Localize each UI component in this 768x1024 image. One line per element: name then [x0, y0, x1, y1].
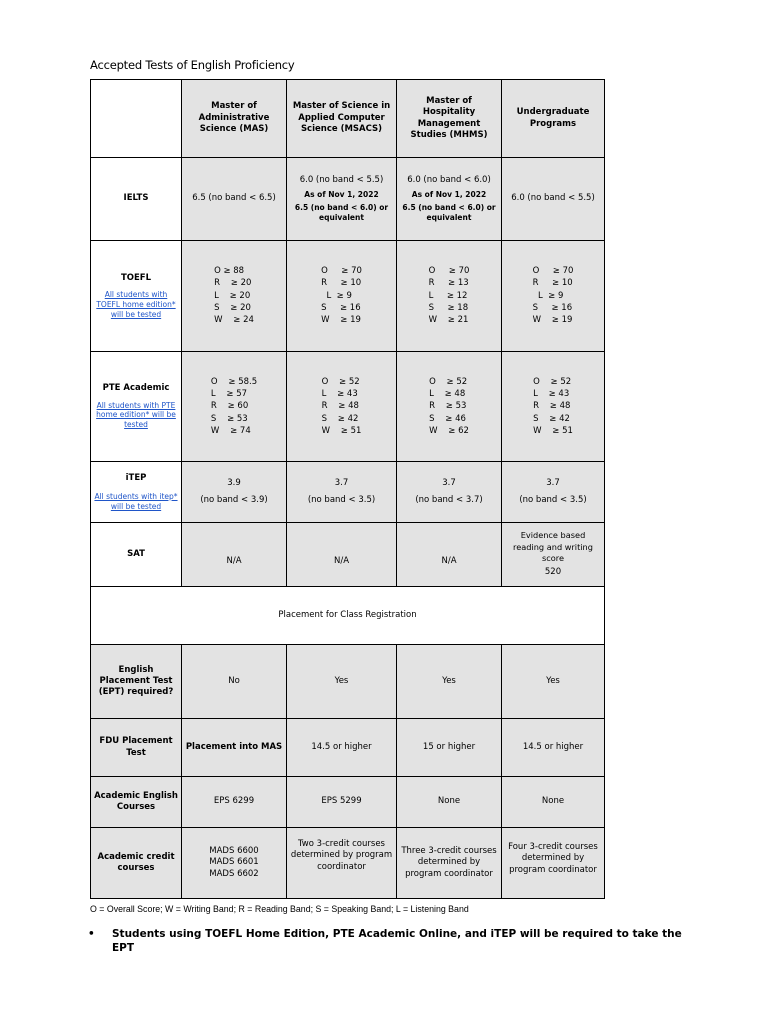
ielts-mhms-date: As of Nov 1, 2022 [411, 189, 487, 199]
pte-undergraduate [502, 352, 605, 462]
ept-mhms: Yes [397, 645, 502, 719]
pte-label-cell [91, 352, 182, 462]
ielts-msacs-date: As of Nov 1, 2022 [304, 189, 379, 199]
placement-heading-row [91, 587, 605, 645]
english-courses-mhms: None [397, 777, 502, 828]
itep-mas [182, 462, 287, 523]
score-line: L ≥ 12 [428, 290, 468, 301]
score-line: W ≥ 51 [533, 425, 573, 436]
sat-score: 520 [544, 567, 562, 578]
score-line: L ≥ 57 [210, 388, 248, 399]
toefl-home-edition-link[interactable]: All students with TOEFL home edition* will be tested [96, 290, 176, 319]
pte-label: PTE Academic [102, 383, 170, 394]
english-courses-label: Academic English Courses [91, 777, 182, 828]
score-line: O ≥ 52 [321, 376, 360, 387]
score-line: L ≥ 20 [214, 290, 251, 301]
score-line: W ≥ 24 [214, 315, 254, 326]
pte-home-edition-link[interactable]: All students with PTE home edition* will be tested [96, 400, 176, 430]
pte-mas [182, 352, 287, 462]
ielts-mas: 6.5 (no band < 6.5) [182, 158, 287, 241]
itep-score: 3.7 [546, 478, 560, 489]
itep-score: 3.7 [442, 478, 456, 489]
english-courses-row [91, 777, 605, 828]
credit-courses-msacs: Two 3-credit courses determined by program coordinator [287, 828, 397, 899]
pte-msacs [287, 352, 397, 462]
itep-msacs [287, 462, 397, 523]
score-line: S ≥ 42 [321, 413, 359, 424]
itep-band: (no band < 3.5) [307, 494, 376, 505]
ielts-mhms-line1: 6.0 (no band < 6.0) [407, 175, 491, 186]
itep-undergraduate [502, 462, 605, 523]
ept-requirement-note [88, 927, 702, 955]
credit-courses-undergraduate: Four 3-credit courses determined by program coordinator [502, 828, 605, 899]
itep-band: (no band < 3.5) [519, 494, 587, 505]
ielts-msacs-line1: 6.0 (no band < 5.5) [299, 175, 384, 186]
score-line: S ≥ 16 [321, 303, 361, 314]
course-code: MADS 6601 [209, 857, 259, 868]
credit-courses-row [91, 828, 605, 899]
ept-mas: No [182, 645, 287, 719]
ept-row [91, 645, 605, 719]
course-code: MADS 6602 [209, 868, 259, 879]
course-code: MADS 6600 [209, 845, 259, 856]
ept-msacs: Yes [287, 645, 397, 719]
score-line: O ≥ 70 [428, 266, 470, 277]
fdu-undergraduate: 14.5 or higher [502, 719, 605, 777]
header-row [91, 80, 605, 158]
score-line: O ≥ 88 [214, 266, 245, 277]
score-line: R ≥ 10 [532, 278, 573, 289]
ielts-mhms [397, 158, 502, 241]
ielts-msacs [287, 158, 397, 241]
toefl-undergraduate [502, 241, 605, 352]
score-line: W ≥ 74 [210, 425, 251, 436]
score-line: O ≥ 58.5 [210, 376, 258, 387]
score-line: O ≥ 52 [533, 376, 572, 387]
score-line: W ≥ 19 [321, 315, 361, 326]
credit-courses-label: Academic credit courses [91, 828, 182, 899]
score-line: S ≥ 42 [533, 413, 570, 424]
sat-description: Evidence based reading and writing score [513, 530, 593, 563]
score-line: R ≥ 48 [321, 401, 359, 412]
itep-band: (no band < 3.7) [415, 494, 483, 505]
score-line: R ≥ 60 [210, 401, 249, 412]
sat-label: SAT [91, 523, 182, 587]
score-line: O ≥ 70 [321, 266, 362, 277]
score-line: W ≥ 51 [321, 425, 362, 436]
score-line: L ≥ 9 [532, 290, 564, 301]
itep-label-cell [91, 462, 182, 523]
ielts-mhms-line3: 6.5 (no band < 6.0) or equivalent [402, 202, 496, 222]
itep-link[interactable]: All students with itep* will be tested [94, 491, 178, 511]
english-courses-mas: EPS 6299 [182, 777, 287, 828]
ept-label: English Placement Test (EPT) required? [91, 645, 182, 719]
toefl-msacs [287, 241, 397, 352]
fdu-mhms: 15 or higher [397, 719, 502, 777]
itep-score: 3.7 [334, 478, 349, 489]
header-mhms: Master of Hospitality Management Studies (MHMS) [397, 80, 502, 158]
score-line: R ≥ 13 [428, 278, 469, 289]
score-line: R ≥ 20 [214, 278, 252, 289]
score-line: L ≥ 9 [321, 290, 352, 301]
itep-label: iTEP [125, 472, 147, 483]
placement-title: Placement for Class Registration [91, 587, 605, 645]
header-mas: Master of Administrative Science (MAS) [182, 80, 287, 158]
score-line: R ≥ 53 [429, 401, 467, 412]
ept-undergraduate: Yes [502, 645, 605, 719]
itep-row [91, 462, 605, 523]
score-line: S ≥ 53 [210, 413, 248, 424]
sat-row [91, 523, 605, 587]
english-proficiency-table [90, 79, 605, 899]
toefl-mhms [397, 241, 502, 352]
score-line: W ≥ 21 [428, 315, 469, 326]
header-undergraduate: Undergraduate Programs [502, 80, 605, 158]
score-legend: O = Overall Score; W = Writing Band; R = Reading Band; S = Speaking Band; L = Listening Band [90, 904, 469, 914]
pte-row [91, 352, 605, 462]
header-msacs: Master of Science in Applied Computer Science (MSACS) [287, 80, 397, 158]
credit-courses-mhms: Three 3-credit courses determined by program coordinator [397, 828, 502, 899]
pte-mhms [397, 352, 502, 462]
fdu-row [91, 719, 605, 777]
itep-mhms [397, 462, 502, 523]
score-line: L ≥ 43 [533, 388, 570, 399]
ielts-label: IELTS [91, 158, 182, 241]
corner-cell [91, 80, 182, 158]
bullet-icon: • [88, 928, 95, 940]
score-line: S ≥ 18 [428, 303, 469, 314]
score-line: S ≥ 46 [429, 413, 466, 424]
fdu-msacs: 14.5 or higher [287, 719, 397, 777]
score-line: S ≥ 16 [532, 303, 573, 314]
toefl-row [91, 241, 605, 352]
ielts-undergraduate: 6.0 (no band < 5.5) [502, 158, 605, 241]
document-title: Accepted Tests of English Proficiency [90, 58, 295, 72]
score-line: R ≥ 48 [533, 401, 571, 412]
sat-mhms: N/A [397, 523, 502, 587]
ielts-row [91, 158, 605, 241]
sat-undergraduate [502, 523, 605, 587]
toefl-label-cell [91, 241, 182, 352]
sat-mas: N/A [182, 523, 287, 587]
fdu-label: FDU Placement Test [91, 719, 182, 777]
fdu-mas: Placement into MAS [182, 719, 287, 777]
toefl-mas [182, 241, 287, 352]
score-line: O ≥ 70 [532, 266, 574, 277]
score-line: L ≥ 48 [429, 388, 466, 399]
ept-requirement-text: Students using TOEFL Home Edition, PTE Academic Online, and iTEP will be required to take the EPT [112, 928, 682, 955]
credit-courses-mas [182, 828, 287, 899]
score-line: L ≥ 43 [321, 388, 358, 399]
toefl-label: TOEFL [120, 272, 152, 283]
score-line: O ≥ 52 [429, 376, 468, 387]
english-courses-undergraduate: None [502, 777, 605, 828]
sat-msacs: N/A [287, 523, 397, 587]
itep-score: 3.9 [227, 478, 241, 489]
english-courses-msacs: EPS 5299 [287, 777, 397, 828]
score-line: S ≥ 20 [214, 303, 251, 314]
score-line: R ≥ 10 [321, 278, 362, 289]
ielts-msacs-line3: 6.5 (no band < 6.0) or equivalent [294, 202, 389, 222]
score-line: W ≥ 19 [532, 315, 573, 326]
score-line: W ≥ 62 [429, 425, 469, 436]
itep-band: (no band < 3.9) [200, 494, 268, 505]
